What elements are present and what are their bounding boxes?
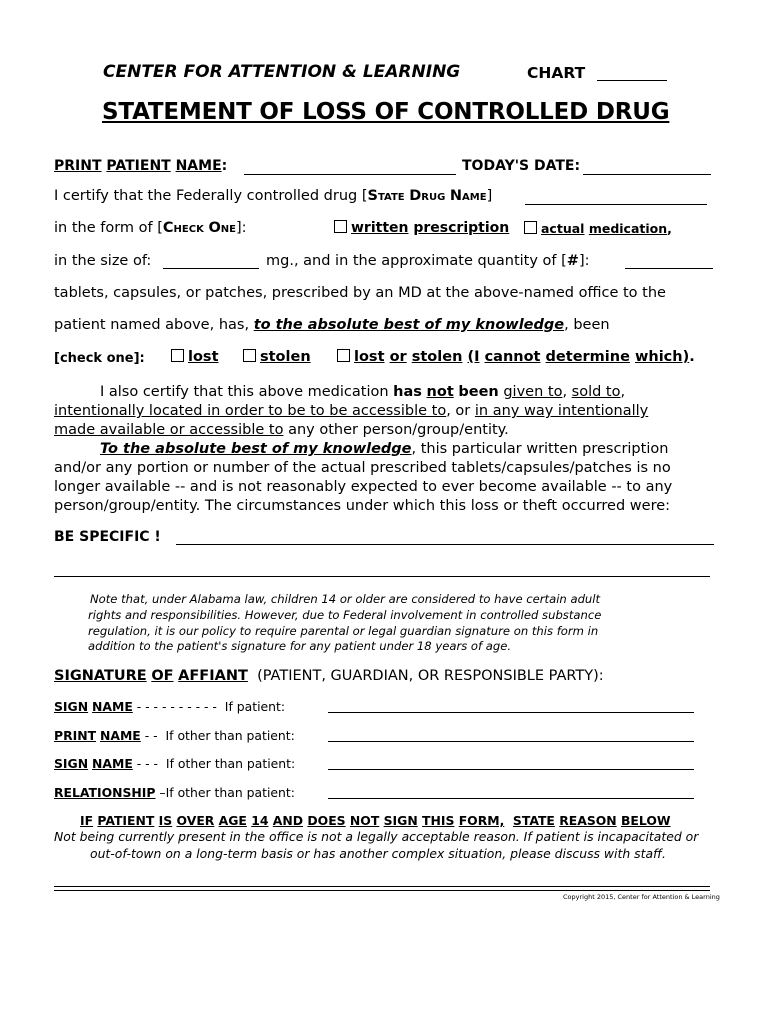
circumstances-field-2[interactable] <box>54 576 710 577</box>
checkbox-icon[interactable] <box>171 349 184 362</box>
drug-name-field[interactable] <box>525 204 707 205</box>
date-colon: : <box>574 158 581 174</box>
checkbox-icon[interactable] <box>334 220 347 233</box>
opt2b: medication <box>588 221 668 236</box>
quantity-field[interactable] <box>625 268 713 269</box>
p1-l2b: in any way intentionally <box>474 403 649 419</box>
c-cannot: cannot <box>484 349 541 365</box>
form-prefix: in the form of [ <box>54 220 163 236</box>
checkbox-icon[interactable] <box>337 349 350 362</box>
f-over: OVER <box>176 813 215 828</box>
row-cond: If other than patient: <box>165 728 295 743</box>
row-w1: RELATIONSHIP <box>54 785 156 800</box>
row-dashes: - - - - - - - - - - <box>132 699 217 714</box>
sign-name-row-1 <box>54 699 285 714</box>
todays-date-label <box>462 158 580 174</box>
hash: # <box>566 253 579 269</box>
f-not: NOT <box>349 813 380 828</box>
f-below: BELOW <box>620 813 671 828</box>
be-specific-label: BE SPECIFIC ! <box>54 529 161 545</box>
p1-l3a: made available or accessible to <box>54 422 284 438</box>
row-dashes: - - <box>140 728 158 743</box>
para2-line3: longer available -- and is not reasonably expected to ever become available -- to any <box>54 479 673 495</box>
patient-named-line <box>54 317 610 333</box>
footer-instruction <box>80 813 671 828</box>
p1-has: has <box>393 384 422 400</box>
alabama-note <box>88 592 688 655</box>
opt2a: actual <box>541 221 585 236</box>
date-field[interactable] <box>583 174 711 175</box>
chart-label: CHART <box>527 64 586 82</box>
bracket-close: ] <box>486 188 493 204</box>
f-is: IS <box>158 813 173 828</box>
f-sign: SIGN <box>383 813 418 828</box>
para2-line2: and/or any portion or number of the actual prescribed tablets/capsules/patches is no <box>54 460 671 476</box>
affiant-word: AFFIANT <box>178 668 248 684</box>
para1-line2 <box>54 403 648 419</box>
page-title: STATEMENT OF LOSS OF CONTROLLED DRUG <box>102 99 670 125</box>
row-dashes: - - - <box>132 756 159 771</box>
opt1b: prescription <box>413 220 510 236</box>
certify-line <box>54 188 492 204</box>
sig-paren: (PATIENT, GUARDIAN, OR RESPONSIBLE PARTY): <box>257 668 604 684</box>
p2-emph: To the absolute best of my knowledge <box>100 441 412 457</box>
p2-l1: , this particular written prescription <box>411 441 669 457</box>
note-line: Note that, under Alabama law, children 14 or older are considered to have certain adult <box>90 592 601 606</box>
size-field[interactable] <box>163 268 259 269</box>
sign-name-row-2 <box>54 756 295 771</box>
circumstances-field-1[interactable] <box>176 544 714 545</box>
patient-name-field[interactable] <box>244 174 456 175</box>
footer-line-2: Not being currently present in the office is not a legally acceptable reason. If patient is incapacitated or <box>54 829 699 844</box>
c-end: . <box>689 349 695 365</box>
checkbox-icon[interactable] <box>243 349 256 362</box>
size-prefix: in the size of: <box>54 253 152 269</box>
option-written-prescription[interactable] <box>334 220 509 236</box>
org-name: CENTER FOR ATTENTION & LEARNING <box>103 62 461 82</box>
option-stolen[interactable] <box>243 349 311 365</box>
print-name-row <box>54 728 295 743</box>
f-if: IF <box>80 813 94 828</box>
one-word: One <box>208 220 236 236</box>
row-w1: PRINT <box>54 728 97 743</box>
sig-word: SIGNATURE <box>54 668 147 684</box>
check-one-label: [check one]: <box>54 351 145 366</box>
name-sc-word: Name <box>449 188 487 204</box>
f-form: FORM, <box>458 813 505 828</box>
size-end: ]: <box>578 253 590 269</box>
state-word: State <box>367 188 405 204</box>
opt1a: written <box>351 220 409 236</box>
checkbox-icon[interactable] <box>524 221 537 234</box>
guardian-sign-field[interactable] <box>328 769 694 770</box>
para2-line4: person/group/entity. The circumstances under which this loss or theft occurred were: <box>54 498 671 514</box>
p1-not: not <box>426 384 454 400</box>
row-w1: SIGN <box>54 699 89 714</box>
print-name-field[interactable] <box>328 741 694 742</box>
comma: , <box>667 221 672 236</box>
relationship-field[interactable] <box>328 798 694 799</box>
f-reason: REASON <box>559 813 617 828</box>
f-14: 14 <box>251 813 269 828</box>
p1-l3b: any other person/group/entity. <box>288 422 509 438</box>
name-word: NAME <box>175 158 222 174</box>
check-word: Check <box>162 220 204 236</box>
p1-c2: , <box>620 384 626 400</box>
f-patient: PATIENT <box>97 813 155 828</box>
para1-line3 <box>54 422 509 438</box>
p1-a: I also certify that this above medication <box>100 384 389 400</box>
para1-line1 <box>100 384 625 400</box>
c-or: or <box>389 349 407 365</box>
c-which: which) <box>634 349 690 365</box>
p1-l2a: intentionally located in order to be to be accessible to <box>54 403 447 419</box>
p1-comma: , <box>562 384 568 400</box>
c-open: (I <box>467 349 480 365</box>
c-lost: lost <box>354 349 385 365</box>
f-this: THIS <box>422 813 455 828</box>
form-suffix: ]: <box>235 220 247 236</box>
note-line: addition to the patient's signature for any patient under 18 years of age. <box>88 639 512 654</box>
patient-word: PATIENT <box>106 158 171 174</box>
f-state: STATE <box>512 813 555 828</box>
row-cond: If other than patient: <box>165 756 296 771</box>
option-lost[interactable] <box>171 349 219 365</box>
signature-heading <box>54 668 604 684</box>
date-word: TODAY'S DATE <box>462 158 575 174</box>
f-does: DOES <box>307 813 346 828</box>
option-lost-or-stolen[interactable] <box>337 349 695 365</box>
para2-line1 <box>100 441 668 457</box>
form-line <box>54 220 247 236</box>
print-word: PRINT <box>54 158 102 174</box>
quantity-text <box>266 253 589 269</box>
reason-field-2[interactable] <box>54 890 710 891</box>
drug-word: Drug <box>409 188 446 204</box>
p1-sold: sold to <box>571 384 621 400</box>
p1-been: been <box>458 384 499 400</box>
sign-name-field[interactable] <box>328 712 694 713</box>
c-determine: determine <box>545 349 630 365</box>
certify-text: I certify that the Federally controlled drug [ <box>54 188 368 204</box>
copyright: Copyright 2015, Center for Attention & Learning <box>563 893 720 901</box>
relationship-row <box>54 785 295 800</box>
note-line: rights and responsibilities. However, due to Federal involvement in controlled substance <box>88 607 602 622</box>
row-w2: NAME <box>100 728 141 743</box>
pn-emph: to the absolute best of my knowledge <box>253 317 565 333</box>
mg-text: mg., and in the approximate quantity of [ <box>266 253 567 269</box>
p1-given: given to <box>503 384 563 400</box>
f-and: AND <box>272 813 304 828</box>
f-age: AGE <box>218 813 247 828</box>
p1-l2or: , or <box>446 403 471 419</box>
lost-word: lost <box>188 349 219 365</box>
row-dashes: – <box>155 785 166 800</box>
tablets-line: tablets, capsules, or patches, prescribed by an MD at the above-named office to the <box>54 285 666 301</box>
row-cond: If other than patient: <box>165 785 295 800</box>
row-w2: NAME <box>92 756 133 771</box>
pn-pre: patient named above, has, <box>54 317 250 333</box>
footer-line-3: out-of-town on a long-term basis or has another complex situation, please discuss with staff. <box>90 846 666 861</box>
colon: : <box>221 158 228 174</box>
c-stolen: stolen <box>411 349 463 365</box>
chart-field[interactable] <box>597 80 667 81</box>
pn-post: , been <box>564 317 610 333</box>
note-line: regulation, it is our policy to require parental or legal guardian signature on this form in <box>88 623 599 638</box>
row-w2: NAME <box>92 699 133 714</box>
stolen-word: stolen <box>260 349 311 365</box>
row-cond: If patient: <box>224 699 286 714</box>
of-word: OF <box>151 668 174 684</box>
reason-field-1[interactable] <box>54 886 710 887</box>
patient-name-label <box>54 158 227 174</box>
row-w1: SIGN <box>54 756 89 771</box>
option-actual-medication[interactable] <box>524 221 672 236</box>
